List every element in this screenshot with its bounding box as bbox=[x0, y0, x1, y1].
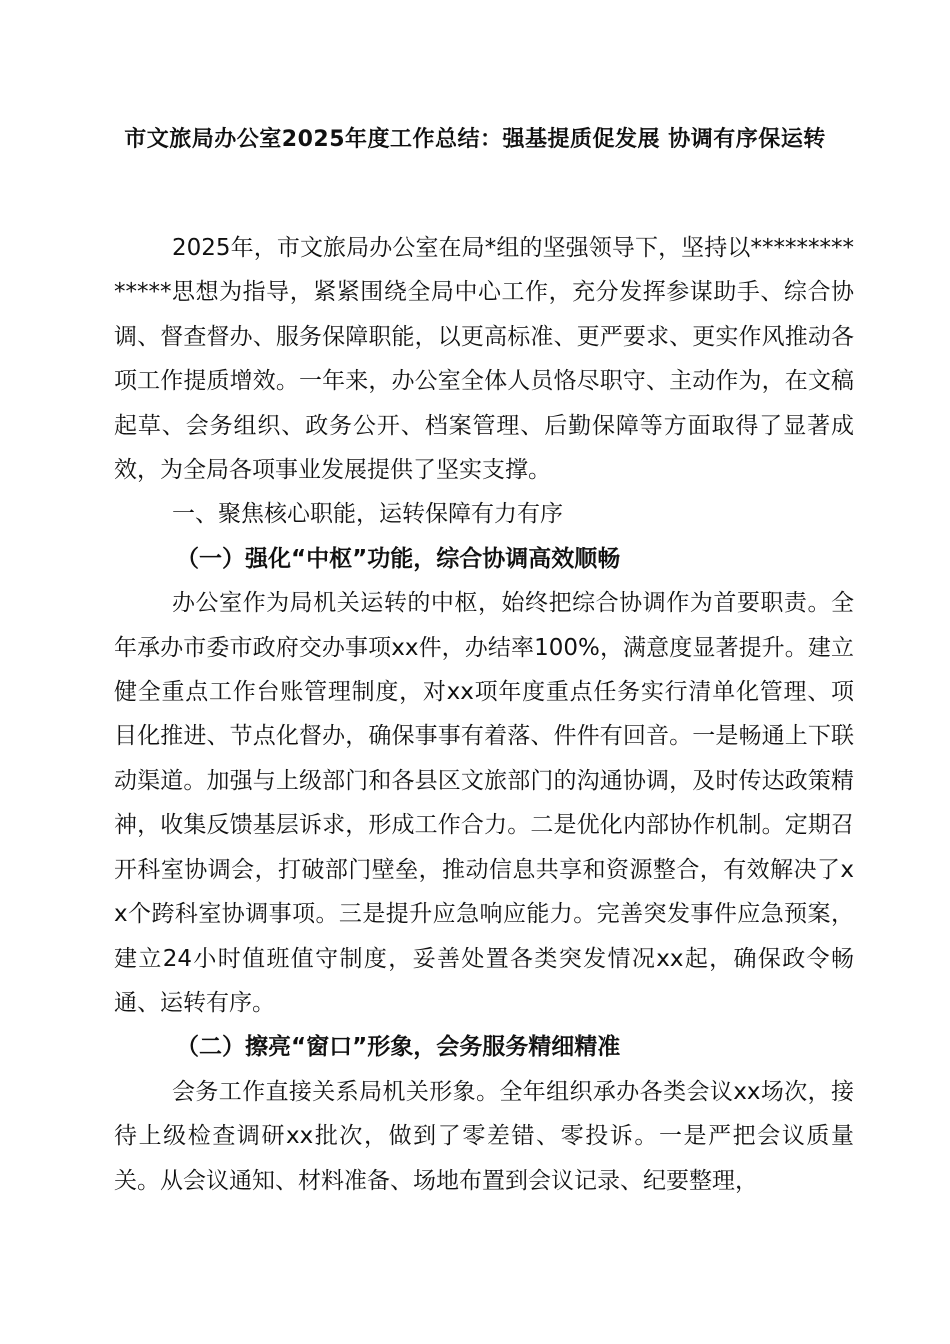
intro-paragraph: 2025年，市文旅局办公室在局*组的坚强领导下，坚持以**************思想为指导，紧紧围绕全局中心工作，充分发挥参谋助手、综合协调、督查督办、服务保障职能，以更高标准、更严要求、更实作风推动各项工作提质增效。一年来，办公室全体人员恪尽职守、主动作为，在文稿起草、会务组织、政务公开、档案管理、后勤保障等方面取得了显著成效，为全局各项事业发展提供了坚实支撑。 bbox=[114, 235, 854, 484]
subsection-heading-2: （二）擦亮“窗口”形象，会务服务精细精准 bbox=[176, 1034, 621, 1061]
document-title: 市文旅局办公室2025年度工作总结：强基提质促发展 协调有序保运转 bbox=[124, 127, 826, 152]
body-paragraph-coordination: 办公室作为局机关运转的中枢，始终把综合协调作为首要职责。全年承办市委市政府交办事项xx件，办结率100%，满意度显著提升。建立健全重点工作台账管理制度，对xx项年度重点任务实行清单化管理、项目化推进、节点化督办，确保事事有着落、件件有回音。一是畅通上下联动渠道。加强与上级部门和各县区文旅部门的沟通协调，及时传达政策精神，收集反馈基层诉求，形成工作合力。二是优化内部协作机制。定期召开科室协调会，打破部门壁垒，推动信息共享和资源整合，有效解决了xx个跨科室协调事项。三是提升应急响应能力。完善突发事件应急预案，建立24小时值班值守制度，妥善处置各类突发情况xx起，确保政令畅通、运转有序。 bbox=[114, 590, 854, 1016]
document-body bbox=[114, 226, 854, 1203]
section-heading-1: 一、聚焦核心职能，运转保障有力有序 bbox=[172, 501, 563, 528]
body-paragraph-meetings: 会务工作直接关系局机关形象。全年组织承办各类会议xx场次，接待上级检查调研xx批次，做到了零差错、零投诉。一是严把会议质量关。从会议通知、材料准备、场地布置到会议记录、纪要整理， bbox=[114, 1078, 854, 1194]
subsection-heading-1: （一）强化“中枢”功能，综合协调高效顺畅 bbox=[176, 545, 621, 572]
